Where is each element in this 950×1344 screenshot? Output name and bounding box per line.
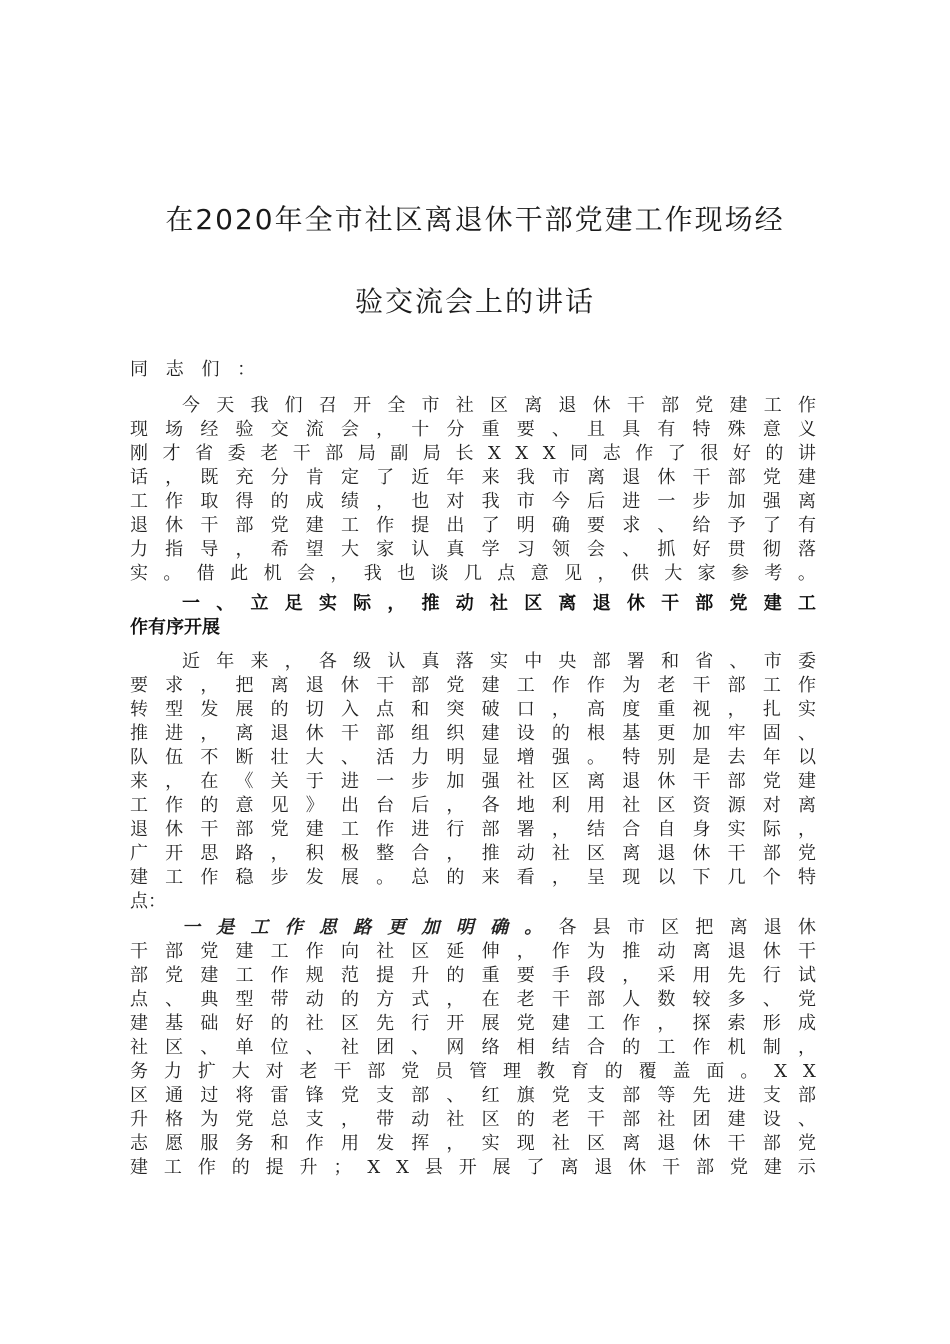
paragraph-3-line: 点 、 典 型 带 动 的 方 式 ， 在 老 干 部 人 数 较 多 、 党 <box>130 989 816 1010</box>
paragraph-3-line: 升 格 为 党 总 支 ， 带 动 社 区 的 老 干 部 社 团 建 设 、 <box>130 1109 816 1130</box>
paragraph-3-first-rest: 各县市区把离退休 <box>558 917 817 938</box>
paragraph-2-line: 来 ， 在 《 关 于 进 一 步 加 强 社 区 离 退 休 干 部 党 建 <box>130 771 816 792</box>
paragraph-3-line: 部 党 建 工 作 规 范 提 升 的 重 要 手 段 ， 采 用 先 行 试 <box>130 965 816 986</box>
paragraph-1-line: 工 作 取 得 的 成 绩 ， 也 对 我 市 今 后 进 一 步 加 强 离 <box>130 491 816 512</box>
paragraph-2-line: 退 休 干 部 党 建 工 作 进 行 部 署 ， 结 合 自 身 实 际 ， <box>130 819 816 840</box>
paragraph-2-line: 队 伍 不 断 壮 大 、 活 力 明 显 增 强 。 特 别 是 去 年 以 <box>130 747 816 768</box>
paragraph-3-line: 区 通 过 将 雷 锋 党 支 部 、 红 旗 党 支 部 等 先 进 支 部 <box>130 1085 816 1106</box>
section-heading-1-line: 一 、 立 足 实 际 ， 推 动 社 区 离 退 休 干 部 党 建 工 <box>182 593 816 614</box>
paragraph-3-lead: 一是工作思路更加明确。 <box>182 917 559 938</box>
paragraph-2-line: 点： <box>130 891 166 912</box>
paragraph-2-line: 建 工 作 稳 步 发 展 。 总 的 来 看 ， 呈 现 以 下 几 个 特 <box>130 867 816 888</box>
paragraph-2-line: 广 开 思 路 ， 积 极 整 合 ， 推 动 社 区 离 退 休 干 部 党 <box>130 843 816 864</box>
paragraph-3-line: 志 愿 服 务 和 作 用 发 挥 ， 实 现 社 区 离 退 休 干 部 党 <box>130 1133 816 1154</box>
section-heading-1-line: 作有序开展 <box>130 617 220 638</box>
paragraph-2-line: 推 进 ， 离 退 休 干 部 组 织 建 设 的 根 基 更 加 牢 固 、 <box>130 723 816 744</box>
paragraph-1-line: 力 指 导 ， 希 望 大 家 认 真 学 习 领 会 、 抓 好 贯 彻 落 <box>130 539 816 560</box>
paragraph-2-line: 近 年 来 ， 各 级 认 真 落 实 中 央 部 署 和 省 、 市 委 <box>182 651 816 672</box>
paragraph-3-line: 建 工 作 的 提 升 ； X X 县 开 展 了 离 退 休 干 部 党 建 示 <box>130 1157 816 1178</box>
paragraph-1-line: 话 ， 既 充 分 肯 定 了 近 年 来 我 市 离 退 休 干 部 党 建 <box>130 467 816 488</box>
paragraph-1-line: 现 场 经 验 交 流 会 ， 十 分 重 要 、 且 具 有 特 殊 意 义 <box>130 419 816 440</box>
paragraph-1-line: 退 休 干 部 党 建 工 作 提 出 了 明 确 要 求 、 给 予 了 有 <box>130 515 816 536</box>
document-body <box>130 0 816 1344</box>
paragraph-3-line: 建 基 础 好 的 社 区 先 行 开 展 党 建 工 作 ， 探 索 形 成 <box>130 1013 816 1034</box>
paragraph-2-line: 转 型 发 展 的 切 入 点 和 突 破 口 ， 高 度 重 视 ， 扎 实 <box>130 699 816 720</box>
paragraph-2-line: 工 作 的 意 见 》 出 台 后 ， 各 地 利 用 社 区 资 源 对 离 <box>130 795 816 816</box>
paragraph-1-line: 实 。 借 此 机 会 ， 我 也 谈 几 点 意 见 ， 供 大 家 参 考 。 <box>130 563 816 584</box>
salutation: 同 志 们 ： <box>130 359 262 380</box>
paragraph-3-line <box>130 916 816 940</box>
document-title-line-1: 在2020年全市社区离退休干部党建工作现场经 <box>165 203 785 236</box>
paragraph-1-line: 刚 才 省 委 老 干 部 局 副 局 长 X X X 同 志 作 了 很 好 的 讲 <box>130 443 816 464</box>
paragraph-2-line: 要 求 ， 把 离 退 休 干 部 党 建 工 作 作 为 老 干 部 工 作 <box>130 675 816 696</box>
paragraph-3-line: 务 力 扩 大 对 老 干 部 党 员 管 理 教 育 的 覆 盖 面 。 X X <box>130 1061 816 1082</box>
document-title-line-2: 验交流会上的讲话 <box>354 285 595 318</box>
paragraph-3-line: 干 部 党 建 工 作 向 社 区 延 伸 ， 作 为 推 动 离 退 休 干 <box>130 941 816 962</box>
paragraph-1-line: 今 天 我 们 召 开 全 市 社 区 离 退 休 干 部 党 建 工 作 <box>182 395 816 416</box>
paragraph-3-line: 社 区 、 单 位 、 社 团 、 网 络 相 结 合 的 工 作 机 制 ， <box>130 1037 816 1058</box>
